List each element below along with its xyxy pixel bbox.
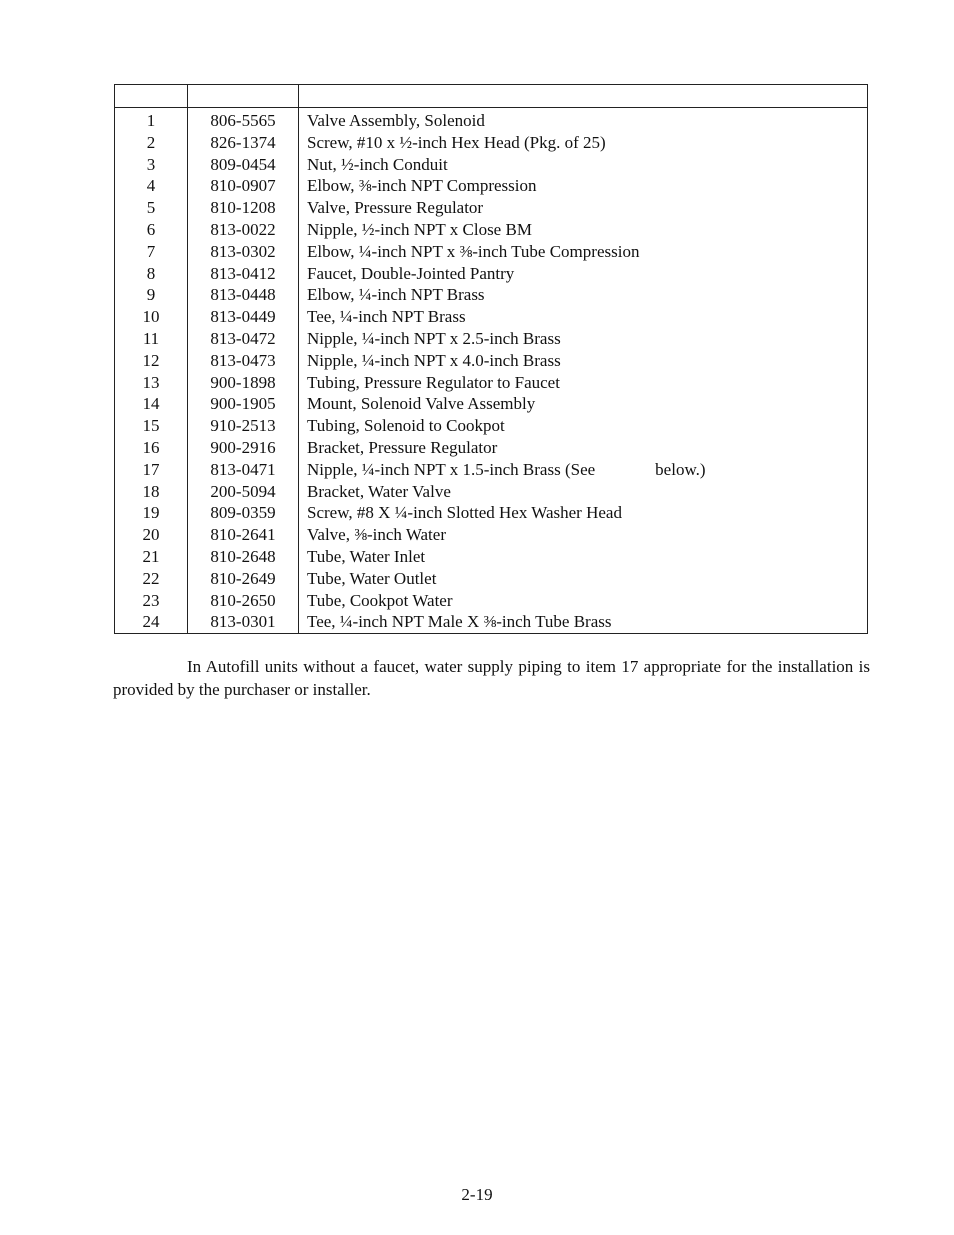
part-number-cell: 813-0449 xyxy=(188,306,299,328)
part-number-cell: 900-2916 xyxy=(188,437,299,459)
part-number-cell: 810-2650 xyxy=(188,590,299,612)
item-number-cell: 13 xyxy=(115,372,188,394)
description-text: Tee, ¼-inch NPT Brass xyxy=(307,307,466,327)
description-cell xyxy=(299,568,868,590)
item-number-cell: 3 xyxy=(115,154,188,176)
part-number-cell: 810-2648 xyxy=(188,546,299,568)
description-text: Screw, #8 X ¼-inch Slotted Hex Washer Head xyxy=(307,503,622,523)
part-number-cell: 900-1898 xyxy=(188,372,299,394)
description-cell xyxy=(299,350,868,372)
table-row xyxy=(115,219,868,241)
description-text: Valve Assembly, Solenoid xyxy=(307,111,485,130)
part-number-cell: 810-2641 xyxy=(188,524,299,546)
item-number-cell: 24 xyxy=(115,611,188,633)
table-row xyxy=(115,437,868,459)
description-text: Elbow, ⅜-inch NPT Compression xyxy=(307,176,537,196)
table-row xyxy=(115,154,868,176)
description-text: Nut, ½-inch Conduit xyxy=(307,154,448,174)
description-cell xyxy=(299,132,868,154)
item-number-cell: 11 xyxy=(115,328,188,350)
description-cell xyxy=(299,197,868,219)
item-number-cell: 22 xyxy=(115,568,188,590)
description-cell xyxy=(299,590,868,612)
description-text: Tube, Cookpot Water xyxy=(307,590,453,610)
part-number-cell: 813-0412 xyxy=(188,263,299,285)
description-text: Valve, Pressure Regulator xyxy=(307,198,484,218)
description-cell xyxy=(299,154,868,176)
item-number-cell: 7 xyxy=(115,241,188,263)
description-text: Nipple, ¼-inch NPT x 2.5-inch Brass xyxy=(307,328,561,348)
description-cell xyxy=(299,502,868,524)
description-cell xyxy=(299,175,868,197)
item-number-cell: 14 xyxy=(115,393,188,415)
item-number-cell: 20 xyxy=(115,524,188,546)
table-header-row xyxy=(115,85,868,108)
part-number-cell: 810-0907 xyxy=(188,175,299,197)
description-text: Bracket, Pressure Regulator xyxy=(307,437,498,457)
header-cell-description xyxy=(299,85,868,108)
table-row xyxy=(115,328,868,350)
table-row xyxy=(115,284,868,306)
description-text: Nipple, ½-inch NPT x Close BM xyxy=(307,219,532,239)
part-number-cell: 813-0302 xyxy=(188,241,299,263)
table-row xyxy=(115,372,868,394)
item-number-cell: 17 xyxy=(115,459,188,481)
description-cell xyxy=(299,611,868,633)
description-text: Tubing, Solenoid to Cookpot xyxy=(307,416,505,436)
description-text: Valve, ⅜-inch Water xyxy=(307,525,446,545)
part-number-cell: 810-2649 xyxy=(188,568,299,590)
header-cell-part-number xyxy=(188,85,299,108)
description-cell xyxy=(299,372,868,394)
description-cell xyxy=(299,263,868,285)
table-row xyxy=(115,241,868,263)
table-row xyxy=(115,263,868,285)
table-row xyxy=(115,568,868,590)
part-number-cell: 910-2513 xyxy=(188,415,299,437)
description-cell xyxy=(299,459,868,481)
item-number-cell: 2 xyxy=(115,132,188,154)
item-number-cell: 10 xyxy=(115,306,188,328)
item-number-cell: 15 xyxy=(115,415,188,437)
part-number-cell: 813-0472 xyxy=(188,328,299,350)
item-number-cell: 12 xyxy=(115,350,188,372)
part-number-cell: 809-0454 xyxy=(188,154,299,176)
description-text: Tubing, Pressure Regulator to Faucet xyxy=(307,372,560,392)
part-number-cell: 813-0471 xyxy=(188,459,299,481)
description-cell xyxy=(299,393,868,415)
table-row xyxy=(115,459,868,481)
item-number-cell: 6 xyxy=(115,219,188,241)
item-number-cell: 19 xyxy=(115,502,188,524)
description-cell xyxy=(299,524,868,546)
description-cell xyxy=(299,546,868,568)
page-number: 2-19 xyxy=(461,1185,493,1204)
description-cell xyxy=(299,415,868,437)
item-number-cell: 1 xyxy=(115,108,188,132)
description-text: Tube, Water Outlet xyxy=(307,568,437,588)
part-number-cell: 200-5094 xyxy=(188,481,299,503)
description-cell xyxy=(299,284,868,306)
item-number-cell: 9 xyxy=(115,284,188,306)
description-cell xyxy=(299,328,868,350)
table-row xyxy=(115,175,868,197)
description-cell xyxy=(299,219,868,241)
table-row xyxy=(115,502,868,524)
description-cell xyxy=(299,241,868,263)
table-row xyxy=(115,546,868,568)
description-text: Bracket, Water Valve xyxy=(307,481,451,501)
part-number-cell: 806-5565 xyxy=(188,108,299,132)
note-paragraph xyxy=(113,655,870,701)
table-row xyxy=(115,524,868,546)
item-number-cell: 18 xyxy=(115,481,188,503)
part-number-cell: 813-0022 xyxy=(188,219,299,241)
description-cell xyxy=(299,108,868,132)
table-row xyxy=(115,415,868,437)
item-number-cell: 5 xyxy=(115,197,188,219)
table-row xyxy=(115,590,868,612)
item-number-cell: 21 xyxy=(115,546,188,568)
item-number-cell: 4 xyxy=(115,175,188,197)
description-text: Nipple, ¼-inch NPT x 4.0-inch Brass xyxy=(307,350,561,370)
description-cell xyxy=(299,306,868,328)
note-paragraph-text: In Autofill units without a faucet, water supply piping to item 17 appropriate for the installation is provided by the purchaser or installer. xyxy=(113,657,870,699)
description-text: Nipple, ¼-inch NPT x 1.5-inch Brass (See xyxy=(307,459,596,479)
table-row xyxy=(115,197,868,219)
table-row xyxy=(115,481,868,503)
description-cell xyxy=(299,481,868,503)
description-text: Elbow, ¼-inch NPT Brass xyxy=(307,285,485,305)
part-number-cell: 809-0359 xyxy=(188,502,299,524)
table-row xyxy=(115,350,868,372)
part-number-cell: 826-1374 xyxy=(188,132,299,154)
table-row xyxy=(115,108,868,132)
description-text: Faucet, Double-Jointed Pantry xyxy=(307,263,515,283)
header-cell-item xyxy=(115,85,188,108)
table-row xyxy=(115,306,868,328)
description-text: Screw, #10 x ½-inch Hex Head (Pkg. of 25) xyxy=(307,132,606,152)
part-number-cell: 813-0473 xyxy=(188,350,299,372)
item-number-cell: 16 xyxy=(115,437,188,459)
table-row xyxy=(115,132,868,154)
description-text: Tee, ¼-inch NPT Male X ⅜-inch Tube Brass xyxy=(307,612,612,632)
description-text: Mount, Solenoid Valve Assembly xyxy=(307,394,536,414)
table-row xyxy=(115,393,868,415)
part-number-cell: 810-1208 xyxy=(188,197,299,219)
parts-list-table xyxy=(114,84,868,634)
table-row xyxy=(115,611,868,633)
description-cell xyxy=(299,437,868,459)
description-text: Elbow, ¼-inch NPT x ⅜-inch Tube Compression xyxy=(307,241,640,261)
item-number-cell: 8 xyxy=(115,263,188,285)
part-number-cell: 900-1905 xyxy=(188,393,299,415)
description-text: Tube, Water Inlet xyxy=(307,546,426,566)
part-number-cell: 813-0448 xyxy=(188,284,299,306)
parts-table-body xyxy=(115,108,868,634)
part-number-cell: 813-0301 xyxy=(188,611,299,633)
item-number-cell: 23 xyxy=(115,590,188,612)
description-tail-text: below.) xyxy=(655,459,706,479)
